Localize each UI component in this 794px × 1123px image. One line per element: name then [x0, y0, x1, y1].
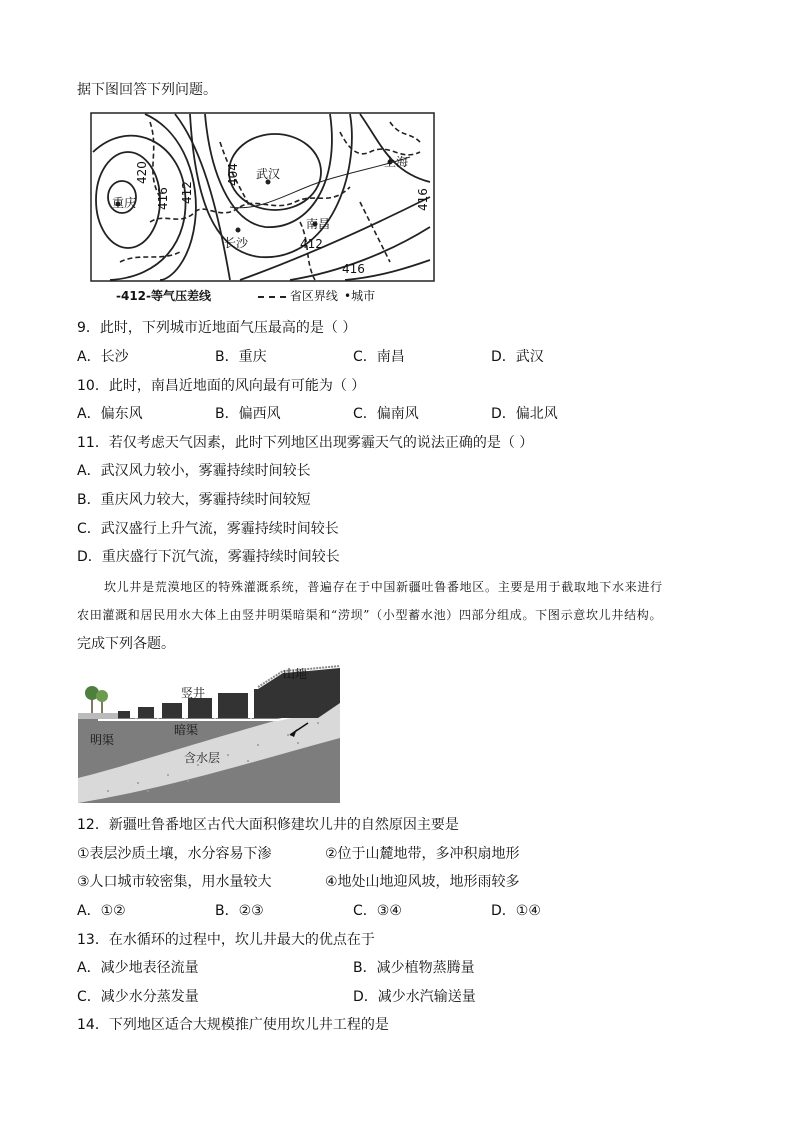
label-changsha: 长沙	[224, 236, 249, 250]
passage-line-2: 农田灌溉和居民用水大体上由竖井明渠暗渠和“涝坝”（小型蓄水池）四部分组成。下图示意坎儿井结构。	[77, 608, 663, 622]
dashed-line-icon	[258, 296, 286, 298]
q10-option-a[interactable]: A．偏东风	[77, 406, 143, 422]
q11-option-a[interactable]: A．武汉风力较小，雾霾持续时间较长	[77, 463, 311, 479]
q12-item-3: ③人口城市较密集，用水量较大	[77, 874, 272, 890]
q12-option-b[interactable]: B．②③	[215, 903, 264, 919]
q13-option-a[interactable]: A．减少地表径流量	[77, 960, 199, 976]
q12-item-2: ②位于山麓地带，多冲积扇地形	[325, 846, 520, 862]
q9-option-d[interactable]: D．武汉	[491, 349, 544, 365]
q12-item-4: ④地处山地迎风坡，地形雨较多	[325, 874, 520, 890]
legend-border-line	[258, 286, 338, 306]
legend-border: 省区界线	[289, 289, 338, 303]
q10-option-c[interactable]: C．偏南风	[353, 406, 419, 422]
label-nanchang: 南昌	[306, 217, 331, 231]
q13-option-b[interactable]: B．减少植物蒸腾量	[353, 960, 475, 976]
q10-option-b[interactable]: B．偏西风	[215, 406, 281, 422]
q13-option-c[interactable]: C．减少水分蒸发量	[77, 989, 199, 1005]
karez-diagram	[78, 663, 340, 803]
passage-line-1: 坎儿井是荒漠地区的特殊灌溉系统，普遍存在于中国新疆吐鲁番地区。主要是用于截取地下水来进行	[104, 580, 663, 594]
label-shanghai: 上海	[384, 155, 409, 169]
q11-option-c[interactable]: C．武汉盛行上升气流，雾霾持续时间较长	[77, 521, 339, 537]
karez-label-open-channel: 明渠	[90, 733, 115, 747]
isobar-label-416b: 416	[342, 262, 365, 276]
isobar-label-404: 404	[226, 163, 240, 186]
label-wuhan: 武汉	[256, 167, 281, 181]
q14-stem: 14．下列地区适合大规模推广使用坎儿井工程的是	[77, 1017, 389, 1033]
intro-text: 据下图回答下列问题。	[77, 82, 217, 98]
q13-stem: 13．在水循环的过程中，坎儿井最大的优点在于	[77, 932, 375, 948]
label-chongqing: 重庆	[112, 196, 137, 210]
isobar-label-416: 416	[156, 187, 170, 210]
isobar-map	[90, 112, 436, 284]
q9-option-c[interactable]: C．南昌	[353, 349, 405, 365]
karez-label-mountain: 山地	[283, 667, 308, 681]
q13-option-d[interactable]: D．减少水汽输送量	[353, 989, 476, 1005]
q10-option-d[interactable]: D．偏北风	[491, 406, 558, 422]
q12-item-1: ①表层沙质土壤，水分容易下渗	[77, 846, 272, 862]
changsha-dot	[236, 228, 241, 233]
dot-icon: •	[344, 289, 352, 303]
isobar-label-412b: 412	[300, 237, 323, 251]
q9-option-a[interactable]: A．长沙	[77, 349, 129, 365]
q9-option-b[interactable]: B．重庆	[215, 349, 267, 365]
passage-line-3: 完成下列各题。	[77, 636, 175, 652]
legend-city-entry	[344, 286, 375, 306]
legend-isobar: -412-等气压差线	[116, 289, 212, 303]
q9-stem: 9．此时，下列城市近地面气压最高的是（ ）	[77, 320, 357, 336]
q12-option-c[interactable]: C．③④	[353, 903, 402, 919]
q12-stem: 12．新疆吐鲁番地区古代大面积修建坎儿井的自然原因主要是	[77, 817, 459, 833]
isobar-label-412: 412	[180, 181, 194, 204]
q10-stem: 10．此时，南昌近地面的风向最有可能为（ ）	[77, 378, 366, 394]
karez-label-aquifer: 含水层	[184, 751, 221, 765]
q11-option-d[interactable]: D．重庆盛行下沉气流，雾霾持续时间较长	[77, 549, 340, 565]
tree-icon	[85, 686, 108, 713]
karez-label-underground: 暗渠	[174, 723, 199, 737]
isobar-label-416c: 416	[416, 188, 430, 211]
q12-option-d[interactable]: D．①④	[491, 903, 541, 919]
q12-option-a[interactable]: A．①②	[77, 903, 126, 919]
legend-city: 城市	[351, 289, 376, 303]
isobar-label-420: 420	[135, 161, 149, 184]
q11-option-b[interactable]: B．重庆风力较大，雾霾持续时间较短	[77, 492, 311, 508]
q11-stem: 11．若仅考虑天气因素，此时下列地区出现雾霾天气的说法正确的是（ ）	[77, 435, 534, 451]
karez-label-shaft: 竖井	[181, 686, 206, 700]
